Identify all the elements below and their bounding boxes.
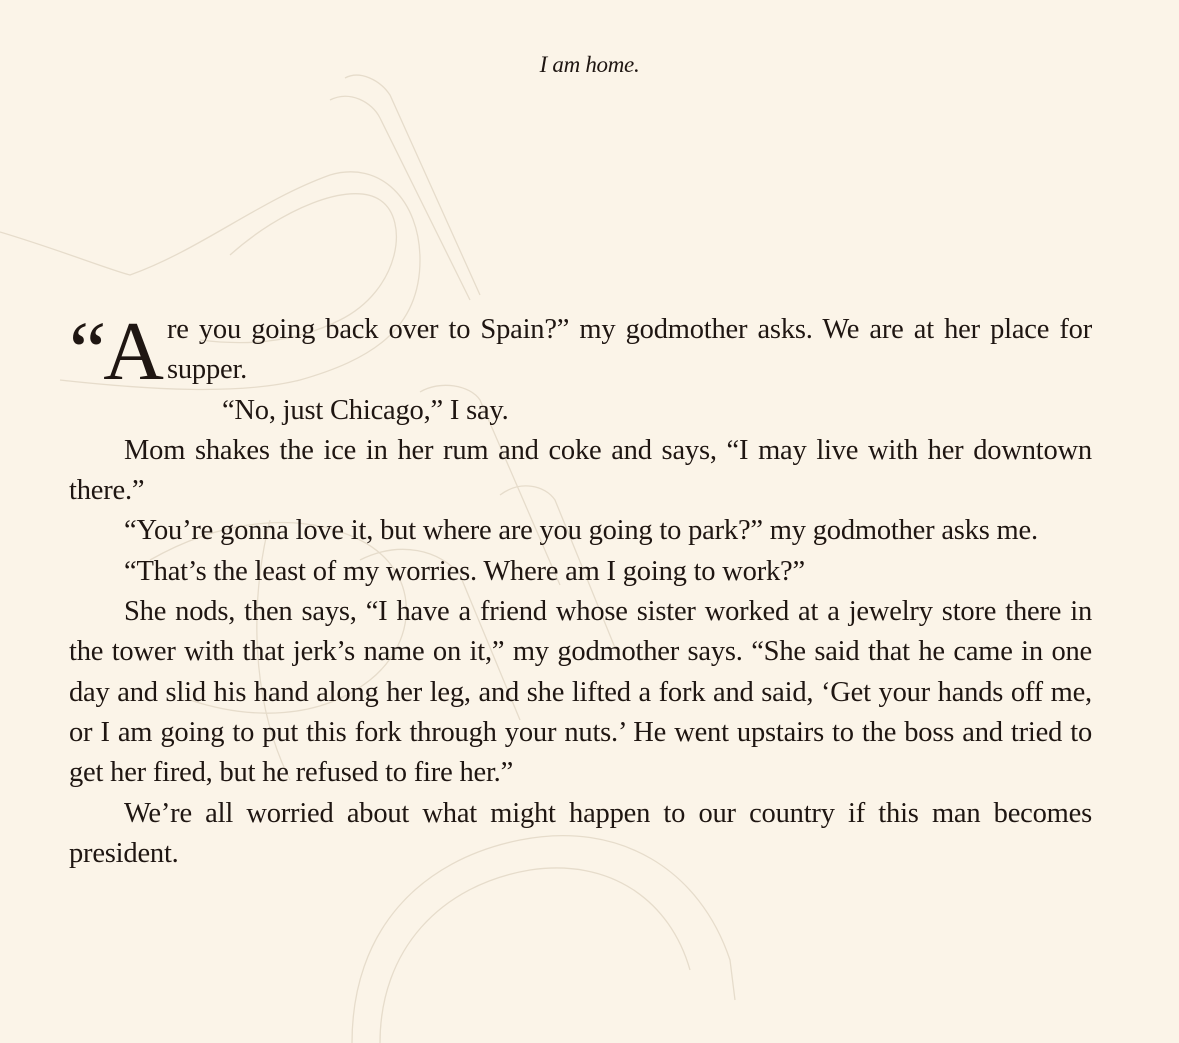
- paragraph-1-text: re you going back over to Spain?” my godmother asks. We are at her place for supper.: [166, 314, 1092, 386]
- body-text: [69, 305, 1092, 874]
- paragraph-6: She nods, then says, “I have a friend whose sister worked at a jewelry store there in the tower with that jerk’s name on it,” my godmother says. “She said that he came in one day and slid his hand along her leg, and she lifted a fork and said, ‘Get your hands off me, or I am going to put this fork through your nuts.’ He went upstairs to the boss and tried to get her fired, but he refused to fire her.”: [69, 596, 1092, 789]
- paragraph-5: “That’s the least of my worries. Where am I going to work?”: [124, 555, 805, 587]
- paragraph-7: We’re all worried about what might happen to our country if this man becomes president.: [69, 797, 1092, 869]
- epigraph: I am home.: [539, 52, 640, 77]
- paragraph-1: [69, 305, 1092, 398]
- paragraph-3: Mom shakes the ice in her rum and coke and says, “I may live with her downtown there.”: [69, 434, 1092, 507]
- paragraph-4: “You’re gonna love it, but where are you going to park?” my godmother asks me.: [124, 515, 1038, 547]
- dropcap: “A: [69, 305, 161, 398]
- paragraph-2: “No, just Chicago,” I say.: [221, 394, 509, 426]
